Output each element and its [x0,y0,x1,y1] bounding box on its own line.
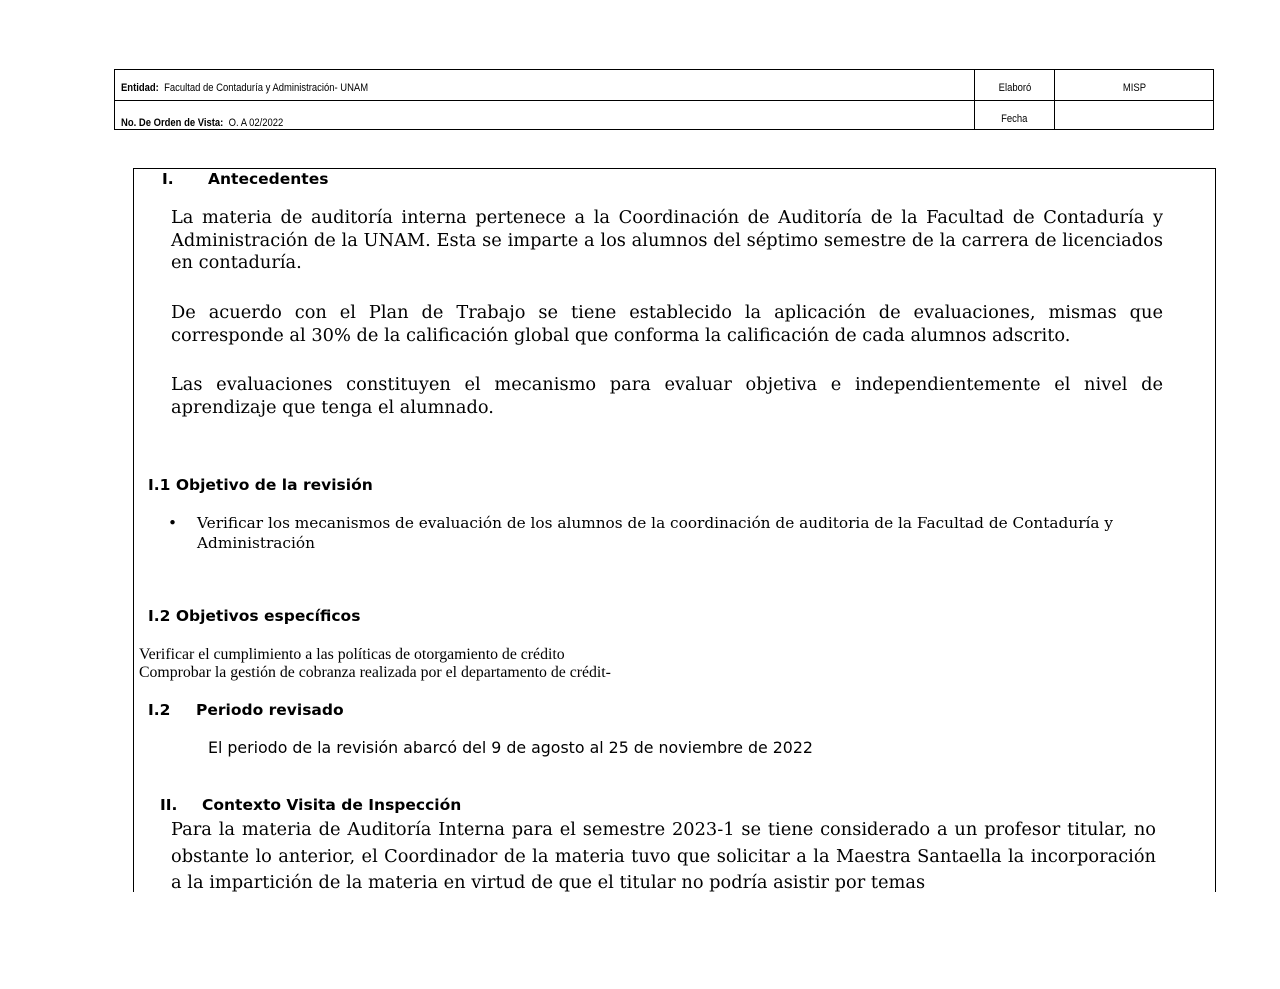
entidad-value: Facultad de Contaduría y Administración- UNAM [164,82,369,94]
contexto-paragraph: Para la materia de Auditoría Interna para el semestre 2023-1 se tiene considerado a un profesor titular, no obstante lo anterior, el Coordinador de la materia tuvo que solicitar a la Maestra Santaella la incorporación a la impartición de la materia en virtud de que el titular no podría asistir por temas [171,819,1156,892]
fecha-label: Fecha [1001,113,1028,125]
periodo-heading: Periodo revisado [196,701,344,719]
especificos-heading: I.2 Objetivos específicos [148,607,361,625]
especificos-line-1: Verificar el cumplimiento a las políticas de otorgamiento de crédito [139,646,565,663]
elaboro-value: MISP [1122,82,1147,94]
orden-label: No. De Orden de Vista: [121,117,224,129]
contexto-number: II. [160,796,178,814]
antecedentes-paragraph-2: De acuerdo con el Plan de Trabajo se tiene establecido la aplicación de evaluaciones, mismas que corresponde al 30% de la calificación global que conforma la calificación de cada alumnos adscrito. [171,302,1163,346]
contexto-heading: Contexto Visita de Inspección [202,796,462,814]
periodo-text: El periodo de la revisión abarcó del 9 de agosto al 25 de noviembre de 2022 [208,738,813,757]
objetivo-text: Verificar los mecanismos de evaluación de los alumnos de la coordinación de auditoria de la Facultad de Contaduría y Administración [197,514,1114,552]
entidad-label: Entidad: [121,82,159,94]
objetivo-heading: I.1 Objetivo de la revisión [148,476,373,494]
bullet-icon: • [168,514,178,532]
especificos-line-2: Comprobar la gestión de cobranza realizada por el departamento de crédit- [139,664,611,681]
elaboro-label: Elaboró [998,82,1031,94]
antecedentes-paragraph-3: Las evaluaciones constituyen el mecanismo para evaluar objetiva e independientemente el nivel de aprendizaje que tenga el alumnado. [171,374,1163,418]
antecedentes-number: I. [162,170,174,188]
antecedentes-paragraph-1: La materia de auditoría interna pertenece a la Coordinación de Auditoría de la Facultad de Contaduría y Administración de la UNAM. Esta se imparte a los alumnos del séptimo semestre de la carrera de licenciados en contaduría. [171,207,1163,273]
periodo-number: I.2 [148,701,171,719]
antecedentes-heading: Antecedentes [208,170,329,188]
orden-value: O. A 02/2022 [228,117,284,129]
